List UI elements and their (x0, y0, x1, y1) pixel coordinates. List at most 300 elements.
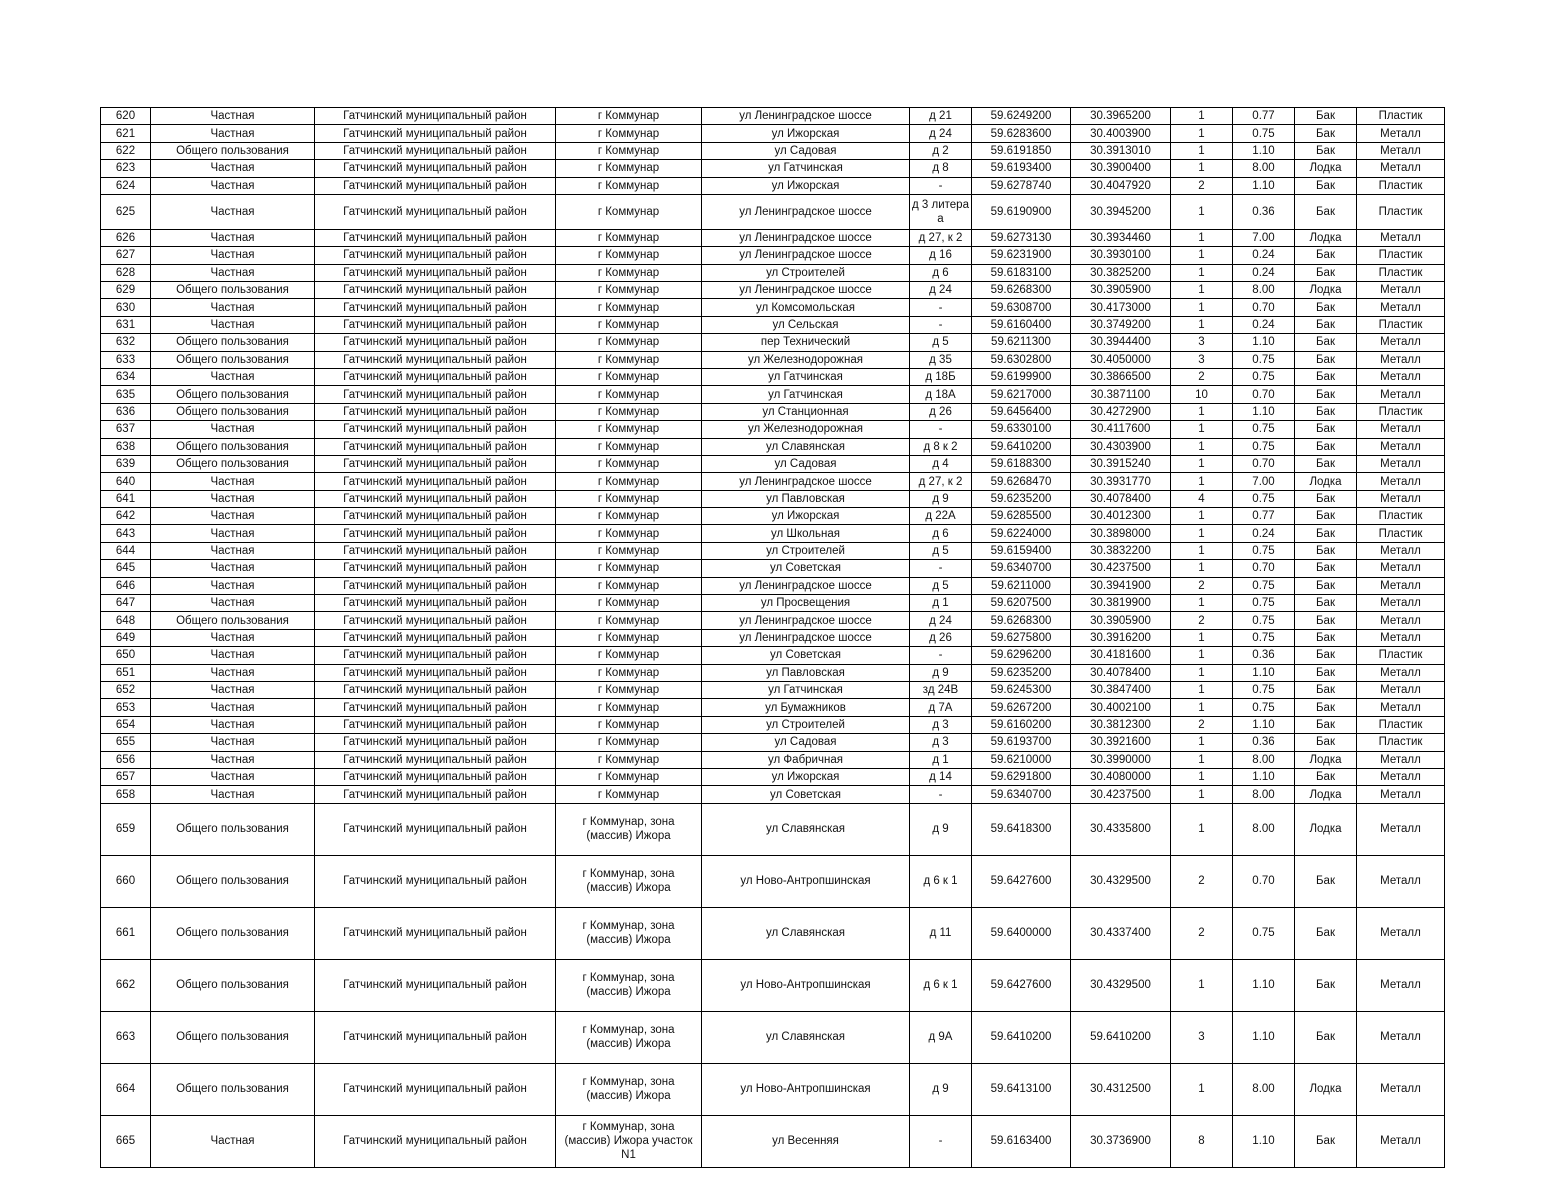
row-number-cell: 661 (101, 907, 151, 959)
latitude-cell: 59.6235200 (972, 664, 1071, 681)
house-cell: - (910, 177, 972, 194)
street-cell: ул Павловская (702, 490, 910, 507)
house-cell: д 2 (910, 142, 972, 159)
volume-cell: 0.24 (1233, 316, 1295, 333)
count-cell: 1 (1171, 647, 1233, 664)
settlement-cell: г Коммунар (556, 438, 702, 455)
street-cell: ул Ленинградское шоссе (702, 577, 910, 594)
count-cell: 1 (1171, 525, 1233, 542)
longitude-cell: 30.4272900 (1071, 403, 1171, 420)
material-cell: Металл (1357, 959, 1445, 1011)
table-row (101, 699, 1445, 716)
table-row (101, 282, 1445, 299)
latitude-cell: 59.6245300 (972, 682, 1071, 699)
latitude-cell: 59.6427600 (972, 855, 1071, 907)
settlement-cell: г Коммунар (556, 525, 702, 542)
table-row (101, 682, 1445, 699)
count-cell: 1 (1171, 194, 1233, 229)
material-cell: Пластик (1357, 316, 1445, 333)
latitude-cell: 59.6193400 (972, 160, 1071, 177)
settlement-cell: г Коммунар (556, 282, 702, 299)
table-row (101, 177, 1445, 194)
latitude-cell: 59.6308700 (972, 299, 1071, 316)
house-cell: - (910, 647, 972, 664)
volume-cell: 1.10 (1233, 768, 1295, 785)
count-cell: 1 (1171, 421, 1233, 438)
container-type-cell: Бак (1295, 455, 1357, 472)
street-cell: ул Садовая (702, 734, 910, 751)
house-cell: д 9 (910, 803, 972, 855)
volume-cell: 0.75 (1233, 421, 1295, 438)
row-number-cell: 660 (101, 855, 151, 907)
ownership-cell: Частная (151, 682, 315, 699)
container-type-cell: Бак (1295, 699, 1357, 716)
volume-cell: 0.75 (1233, 125, 1295, 142)
table-row (101, 316, 1445, 333)
ownership-cell: Частная (151, 1115, 315, 1167)
count-cell: 1 (1171, 316, 1233, 333)
latitude-cell: 59.6268300 (972, 282, 1071, 299)
volume-cell: 0.75 (1233, 629, 1295, 646)
count-cell: 1 (1171, 595, 1233, 612)
row-number-cell: 655 (101, 734, 151, 751)
ownership-cell: Общего пользования (151, 959, 315, 1011)
street-cell: ул Ново-Антропшинская (702, 855, 910, 907)
latitude-cell: 59.6275800 (972, 629, 1071, 646)
latitude-cell: 59.6291800 (972, 768, 1071, 785)
count-cell: 2 (1171, 612, 1233, 629)
settlement-cell: г Коммунар (556, 299, 702, 316)
longitude-cell: 30.3945200 (1071, 194, 1171, 229)
ownership-cell: Частная (151, 473, 315, 490)
settlement-cell: г Коммунар (556, 229, 702, 246)
container-type-cell: Бак (1295, 647, 1357, 664)
house-cell: д 9 (910, 1063, 972, 1115)
volume-cell: 0.75 (1233, 351, 1295, 368)
street-cell: ул Советская (702, 560, 910, 577)
material-cell: Пластик (1357, 264, 1445, 281)
latitude-cell: 59.6400000 (972, 907, 1071, 959)
house-cell: д 6 к 1 (910, 959, 972, 1011)
district-cell: Гатчинский муниципальный район (315, 421, 556, 438)
settlement-cell: г Коммунар (556, 264, 702, 281)
volume-cell: 8.00 (1233, 160, 1295, 177)
longitude-cell: 30.4335800 (1071, 803, 1171, 855)
row-number-cell: 652 (101, 682, 151, 699)
material-cell: Металл (1357, 282, 1445, 299)
longitude-cell: 30.3898000 (1071, 525, 1171, 542)
latitude-cell: 59.6267200 (972, 699, 1071, 716)
count-cell: 10 (1171, 386, 1233, 403)
volume-cell: 0.75 (1233, 542, 1295, 559)
house-cell: д 3 (910, 716, 972, 733)
district-cell: Гатчинский муниципальный район (315, 907, 556, 959)
street-cell: ул Ленинградское шоссе (702, 473, 910, 490)
settlement-cell: г Коммунар (556, 177, 702, 194)
settlement-cell: г Коммунар (556, 647, 702, 664)
table-row (101, 299, 1445, 316)
table-row (101, 194, 1445, 229)
volume-cell: 0.36 (1233, 647, 1295, 664)
volume-cell: 0.75 (1233, 490, 1295, 507)
house-cell: д 27, к 2 (910, 229, 972, 246)
row-number-cell: 641 (101, 490, 151, 507)
row-number-cell: 645 (101, 560, 151, 577)
count-cell: 4 (1171, 490, 1233, 507)
material-cell: Металл (1357, 629, 1445, 646)
container-type-cell: Бак (1295, 421, 1357, 438)
volume-cell: 1.10 (1233, 177, 1295, 194)
ownership-cell: Общего пользования (151, 1063, 315, 1115)
longitude-cell: 30.3832200 (1071, 542, 1171, 559)
count-cell: 1 (1171, 664, 1233, 681)
volume-cell: 0.75 (1233, 577, 1295, 594)
latitude-cell: 59.6210000 (972, 751, 1071, 768)
latitude-cell: 59.6410200 (972, 1011, 1071, 1063)
row-number-cell: 629 (101, 282, 151, 299)
ownership-cell: Частная (151, 786, 315, 803)
settlement-cell: г Коммунар (556, 473, 702, 490)
district-cell: Гатчинский муниципальный район (315, 334, 556, 351)
table-row (101, 542, 1445, 559)
table-row (101, 229, 1445, 246)
table-row (101, 421, 1445, 438)
house-cell: д 1 (910, 595, 972, 612)
street-cell: ул Ленинградское шоссе (702, 247, 910, 264)
settlement-cell: г Коммунар, зона (массив) Ижора (556, 959, 702, 1011)
container-type-cell: Бак (1295, 264, 1357, 281)
longitude-cell: 30.3931770 (1071, 473, 1171, 490)
street-cell: ул Гатчинская (702, 160, 910, 177)
row-number-cell: 627 (101, 247, 151, 264)
longitude-cell: 30.4080000 (1071, 768, 1171, 785)
ownership-cell: Общего пользования (151, 455, 315, 472)
volume-cell: 8.00 (1233, 803, 1295, 855)
settlement-cell: г Коммунар (556, 734, 702, 751)
street-cell: ул Ижорская (702, 508, 910, 525)
district-cell: Гатчинский муниципальный район (315, 542, 556, 559)
material-cell: Металл (1357, 229, 1445, 246)
container-type-cell: Бак (1295, 334, 1357, 351)
longitude-cell: 30.3847400 (1071, 682, 1171, 699)
settlement-cell: г Коммунар (556, 247, 702, 264)
district-cell: Гатчинский муниципальный район (315, 1011, 556, 1063)
street-cell: ул Ленинградское шоссе (702, 229, 910, 246)
container-type-cell: Бак (1295, 368, 1357, 385)
container-type-cell: Бак (1295, 247, 1357, 264)
row-number-cell: 635 (101, 386, 151, 403)
house-cell: д 3 (910, 734, 972, 751)
street-cell: ул Славянская (702, 803, 910, 855)
container-type-cell: Бак (1295, 508, 1357, 525)
ownership-cell: Частная (151, 664, 315, 681)
street-cell: ул Славянская (702, 1011, 910, 1063)
longitude-cell: 30.3944400 (1071, 334, 1171, 351)
settlement-cell: г Коммунар (556, 560, 702, 577)
district-cell: Гатчинский муниципальный район (315, 699, 556, 716)
ownership-cell: Общего пользования (151, 612, 315, 629)
settlement-cell: г Коммунар, зона (массив) Ижора (556, 803, 702, 855)
container-type-cell: Лодка (1295, 229, 1357, 246)
longitude-cell: 59.6410200 (1071, 1011, 1171, 1063)
longitude-cell: 30.3871100 (1071, 386, 1171, 403)
count-cell: 1 (1171, 542, 1233, 559)
count-cell: 1 (1171, 734, 1233, 751)
district-cell: Гатчинский муниципальный район (315, 664, 556, 681)
street-cell: ул Фабричная (702, 751, 910, 768)
longitude-cell: 30.3916200 (1071, 629, 1171, 646)
latitude-cell: 59.6163400 (972, 1115, 1071, 1167)
row-number-cell: 638 (101, 438, 151, 455)
table-row (101, 560, 1445, 577)
settlement-cell: г Коммунар (556, 508, 702, 525)
ownership-cell: Общего пользования (151, 282, 315, 299)
ownership-cell: Общего пользования (151, 386, 315, 403)
count-cell: 1 (1171, 682, 1233, 699)
container-type-cell: Лодка (1295, 786, 1357, 803)
material-cell: Металл (1357, 542, 1445, 559)
ownership-cell: Частная (151, 490, 315, 507)
ownership-cell: Частная (151, 247, 315, 264)
row-number-cell: 653 (101, 699, 151, 716)
settlement-cell: г Коммунар (556, 682, 702, 699)
street-cell: пер Технический (702, 334, 910, 351)
district-cell: Гатчинский муниципальный район (315, 751, 556, 768)
longitude-cell: 30.4303900 (1071, 438, 1171, 455)
latitude-cell: 59.6273130 (972, 229, 1071, 246)
ownership-cell: Общего пользования (151, 334, 315, 351)
row-number-cell: 636 (101, 403, 151, 420)
street-cell: ул Павловская (702, 664, 910, 681)
latitude-cell: 59.6231900 (972, 247, 1071, 264)
district-cell: Гатчинский муниципальный район (315, 577, 556, 594)
house-cell: д 8 к 2 (910, 438, 972, 455)
house-cell: д 9 (910, 490, 972, 507)
settlement-cell: г Коммунар (556, 142, 702, 159)
material-cell: Металл (1357, 595, 1445, 612)
house-cell: д 21 (910, 108, 972, 125)
settlement-cell: г Коммунар (556, 595, 702, 612)
row-number-cell: 654 (101, 716, 151, 733)
house-cell: д 8 (910, 160, 972, 177)
volume-cell: 0.70 (1233, 386, 1295, 403)
settlement-cell: г Коммунар, зона (массив) Ижора (556, 1063, 702, 1115)
house-cell: д 16 (910, 247, 972, 264)
longitude-cell: 30.4337400 (1071, 907, 1171, 959)
ownership-cell: Частная (151, 751, 315, 768)
table-row (101, 959, 1445, 1011)
district-cell: Гатчинский муниципальный район (315, 1115, 556, 1167)
district-cell: Гатчинский муниципальный район (315, 1063, 556, 1115)
container-type-cell: Бак (1295, 525, 1357, 542)
street-cell: ул Весенняя (702, 1115, 910, 1167)
house-cell: - (910, 1115, 972, 1167)
latitude-cell: 59.6278740 (972, 177, 1071, 194)
row-number-cell: 623 (101, 160, 151, 177)
material-cell: Пластик (1357, 194, 1445, 229)
volume-cell: 0.36 (1233, 194, 1295, 229)
container-type-cell: Бак (1295, 612, 1357, 629)
container-type-cell: Бак (1295, 768, 1357, 785)
house-cell: д 6 (910, 264, 972, 281)
count-cell: 1 (1171, 438, 1233, 455)
street-cell: ул Комсомольская (702, 299, 910, 316)
house-cell: - (910, 786, 972, 803)
street-cell: ул Гатчинская (702, 368, 910, 385)
district-cell: Гатчинский муниципальный район (315, 316, 556, 333)
ownership-cell: Частная (151, 542, 315, 559)
district-cell: Гатчинский муниципальный район (315, 612, 556, 629)
longitude-cell: 30.3900400 (1071, 160, 1171, 177)
district-cell: Гатчинский муниципальный район (315, 438, 556, 455)
volume-cell: 1.10 (1233, 334, 1295, 351)
district-cell: Гатчинский муниципальный район (315, 855, 556, 907)
table-row (101, 786, 1445, 803)
count-cell: 1 (1171, 282, 1233, 299)
longitude-cell: 30.4173000 (1071, 299, 1171, 316)
count-cell: 1 (1171, 786, 1233, 803)
ownership-cell: Частная (151, 125, 315, 142)
material-cell: Пластик (1357, 177, 1445, 194)
count-cell: 1 (1171, 768, 1233, 785)
container-type-cell: Бак (1295, 734, 1357, 751)
table-row (101, 577, 1445, 594)
table-row (101, 1063, 1445, 1115)
settlement-cell: г Коммунар (556, 125, 702, 142)
settlement-cell: г Коммунар, зона (массив) Ижора (556, 855, 702, 907)
row-number-cell: 663 (101, 1011, 151, 1063)
row-number-cell: 639 (101, 455, 151, 472)
row-number-cell: 648 (101, 612, 151, 629)
row-number-cell: 634 (101, 368, 151, 385)
ownership-cell: Частная (151, 525, 315, 542)
district-cell: Гатчинский муниципальный район (315, 525, 556, 542)
latitude-cell: 59.6224000 (972, 525, 1071, 542)
count-cell: 1 (1171, 508, 1233, 525)
district-cell: Гатчинский муниципальный район (315, 959, 556, 1011)
container-type-cell: Бак (1295, 438, 1357, 455)
table-body (101, 108, 1445, 1168)
district-cell: Гатчинский муниципальный район (315, 403, 556, 420)
settlement-cell: г Коммунар, зона (массив) Ижора (556, 907, 702, 959)
settlement-cell: г Коммунар (556, 403, 702, 420)
container-type-cell: Лодка (1295, 803, 1357, 855)
row-number-cell: 650 (101, 647, 151, 664)
volume-cell: 1.10 (1233, 403, 1295, 420)
material-cell: Пластик (1357, 734, 1445, 751)
volume-cell: 8.00 (1233, 282, 1295, 299)
table-row (101, 612, 1445, 629)
table-row (101, 247, 1445, 264)
material-cell: Пластик (1357, 525, 1445, 542)
latitude-cell: 59.6283600 (972, 125, 1071, 142)
house-cell: - (910, 560, 972, 577)
material-cell: Металл (1357, 473, 1445, 490)
container-type-cell: Бак (1295, 855, 1357, 907)
settlement-cell: г Коммунар (556, 421, 702, 438)
district-cell: Гатчинский муниципальный район (315, 125, 556, 142)
container-type-cell: Бак (1295, 316, 1357, 333)
material-cell: Металл (1357, 455, 1445, 472)
house-cell: д 6 (910, 525, 972, 542)
row-number-cell: 665 (101, 1115, 151, 1167)
latitude-cell: 59.6235200 (972, 490, 1071, 507)
row-number-cell: 647 (101, 595, 151, 612)
street-cell: ул Ижорская (702, 768, 910, 785)
count-cell: 8 (1171, 1115, 1233, 1167)
table-row (101, 1115, 1445, 1167)
ownership-cell: Частная (151, 264, 315, 281)
longitude-cell: 30.4002100 (1071, 699, 1171, 716)
ownership-cell: Частная (151, 647, 315, 664)
container-type-cell: Лодка (1295, 1063, 1357, 1115)
settlement-cell: г Коммунар (556, 194, 702, 229)
volume-cell: 8.00 (1233, 786, 1295, 803)
container-type-cell: Лодка (1295, 282, 1357, 299)
container-type-cell: Бак (1295, 194, 1357, 229)
table-row (101, 1011, 1445, 1063)
street-cell: ул Железнодорожная (702, 421, 910, 438)
row-number-cell: 644 (101, 542, 151, 559)
volume-cell: 1.10 (1233, 664, 1295, 681)
settlement-cell: г Коммунар (556, 160, 702, 177)
table-row (101, 142, 1445, 159)
row-number-cell: 642 (101, 508, 151, 525)
latitude-cell: 59.6193700 (972, 734, 1071, 751)
street-cell: ул Садовая (702, 455, 910, 472)
house-cell: д 18А (910, 386, 972, 403)
longitude-cell: 30.3934460 (1071, 229, 1171, 246)
count-cell: 3 (1171, 334, 1233, 351)
material-cell: Пластик (1357, 108, 1445, 125)
street-cell: ул Советская (702, 786, 910, 803)
count-cell: 1 (1171, 403, 1233, 420)
house-cell: - (910, 299, 972, 316)
latitude-cell: 59.6160200 (972, 716, 1071, 733)
settlement-cell: г Коммунар (556, 629, 702, 646)
district-cell: Гатчинский муниципальный район (315, 177, 556, 194)
table-row (101, 334, 1445, 351)
row-number-cell: 637 (101, 421, 151, 438)
house-cell: д 26 (910, 403, 972, 420)
material-cell: Металл (1357, 682, 1445, 699)
volume-cell: 8.00 (1233, 751, 1295, 768)
material-cell: Металл (1357, 786, 1445, 803)
material-cell: Пластик (1357, 508, 1445, 525)
container-type-cell: Бак (1295, 959, 1357, 1011)
settlement-cell: г Коммунар (556, 716, 702, 733)
table-row (101, 438, 1445, 455)
container-type-cell: Бак (1295, 142, 1357, 159)
house-cell: д 4 (910, 455, 972, 472)
material-cell: Пластик (1357, 647, 1445, 664)
container-type-cell: Бак (1295, 1115, 1357, 1167)
ownership-cell: Общего пользования (151, 1011, 315, 1063)
district-cell: Гатчинский муниципальный район (315, 299, 556, 316)
container-type-cell: Бак (1295, 351, 1357, 368)
longitude-cell: 30.3749200 (1071, 316, 1171, 333)
container-type-cell: Бак (1295, 629, 1357, 646)
material-cell: Пластик (1357, 716, 1445, 733)
ownership-cell: Общего пользования (151, 403, 315, 420)
street-cell: ул Ленинградское шоссе (702, 108, 910, 125)
ownership-cell: Общего пользования (151, 907, 315, 959)
count-cell: 1 (1171, 160, 1233, 177)
container-type-cell: Бак (1295, 490, 1357, 507)
settlement-cell: г Коммунар, зона (массив) Ижора участок N1 (556, 1115, 702, 1167)
district-cell: Гатчинский муниципальный район (315, 768, 556, 785)
house-cell: - (910, 421, 972, 438)
